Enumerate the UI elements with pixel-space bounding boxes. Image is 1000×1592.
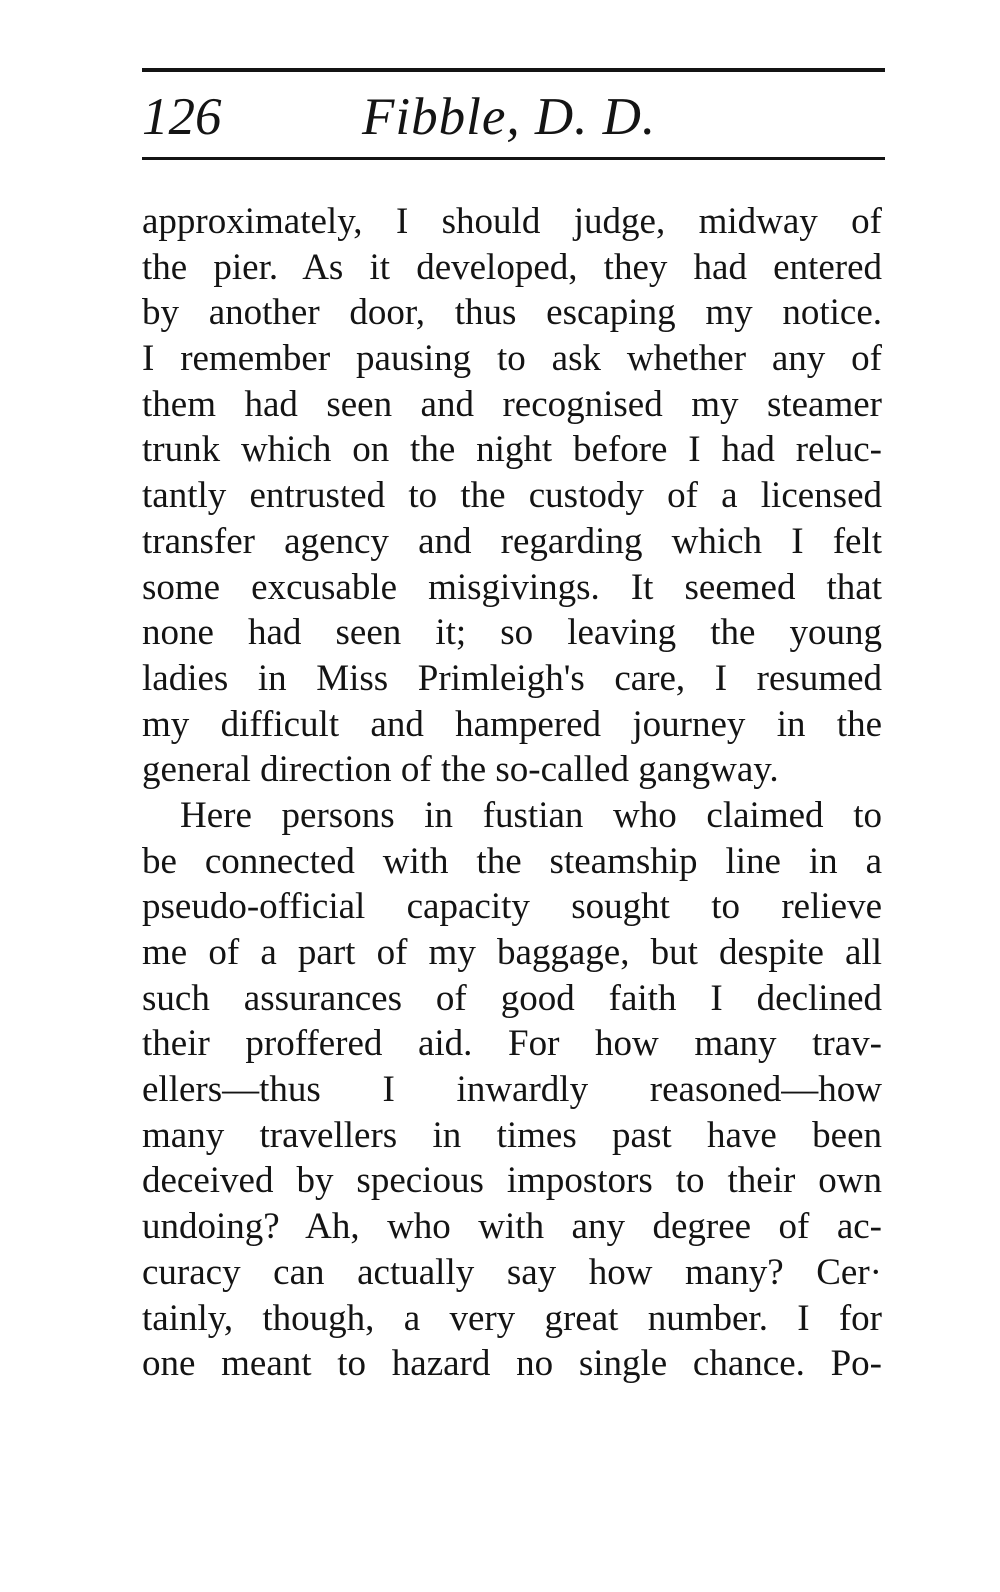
text-line: my difficult and hampered journey in the <box>142 703 882 745</box>
running-title: Fibble, D. D. <box>362 88 657 146</box>
text-line: undoing? Ah, who with any degree of ac- <box>142 1206 882 1248</box>
text-line: curacy can actually say how many? Cer· <box>142 1251 882 1293</box>
text-line: transfer agency and regarding which I felt <box>142 520 882 562</box>
text-line: be connected with the steamship line in a <box>142 840 882 882</box>
text-line: such assurances of good faith I declined <box>142 977 882 1019</box>
text-line: tantly entrusted to the custody of a licensed <box>142 475 882 517</box>
text-line: by another door, thus escaping my notice. <box>142 292 882 334</box>
text-line: the pier. As it developed, they had entered <box>142 246 882 288</box>
text-line: ellers—thus I inwardly reasoned—how <box>142 1069 882 1111</box>
text-line: general direction of the so-called gangway. <box>142 749 779 791</box>
text-line: trunk which on the night before I had reluc- <box>142 429 882 471</box>
text-line: none had seen it; so leaving the young <box>142 612 882 654</box>
header-top-rule <box>142 68 885 72</box>
text-line: their proffered aid. For how many trav- <box>142 1023 882 1065</box>
text-line: I remember pausing to ask whether any of <box>142 338 882 380</box>
page-header <box>142 82 885 152</box>
text-line: ladies in Miss Primleigh's care, I resumed <box>142 657 882 699</box>
text-line: deceived by specious impostors to their own <box>142 1160 882 1202</box>
header-bottom-rule <box>142 157 885 160</box>
text-line: them had seen and recognised my steamer <box>142 383 882 425</box>
page-number: 126 <box>142 88 222 146</box>
text-line: tainly, though, a very great number. I for <box>142 1297 882 1339</box>
text-line: many travellers in times past have been <box>142 1114 882 1156</box>
text-line: pseudo-official capacity sought to relieve <box>142 886 882 928</box>
text-line: me of a part of my baggage, but despite all <box>142 932 882 973</box>
text-line: Here persons in fustian who claimed to <box>180 794 882 836</box>
body-text <box>142 199 882 1387</box>
text-line: one meant to hazard no single chance. Po- <box>142 1343 882 1385</box>
text-line: approximately, I should judge, midway of <box>142 201 882 242</box>
text-line: some excusable misgivings. It seemed that <box>142 566 882 608</box>
